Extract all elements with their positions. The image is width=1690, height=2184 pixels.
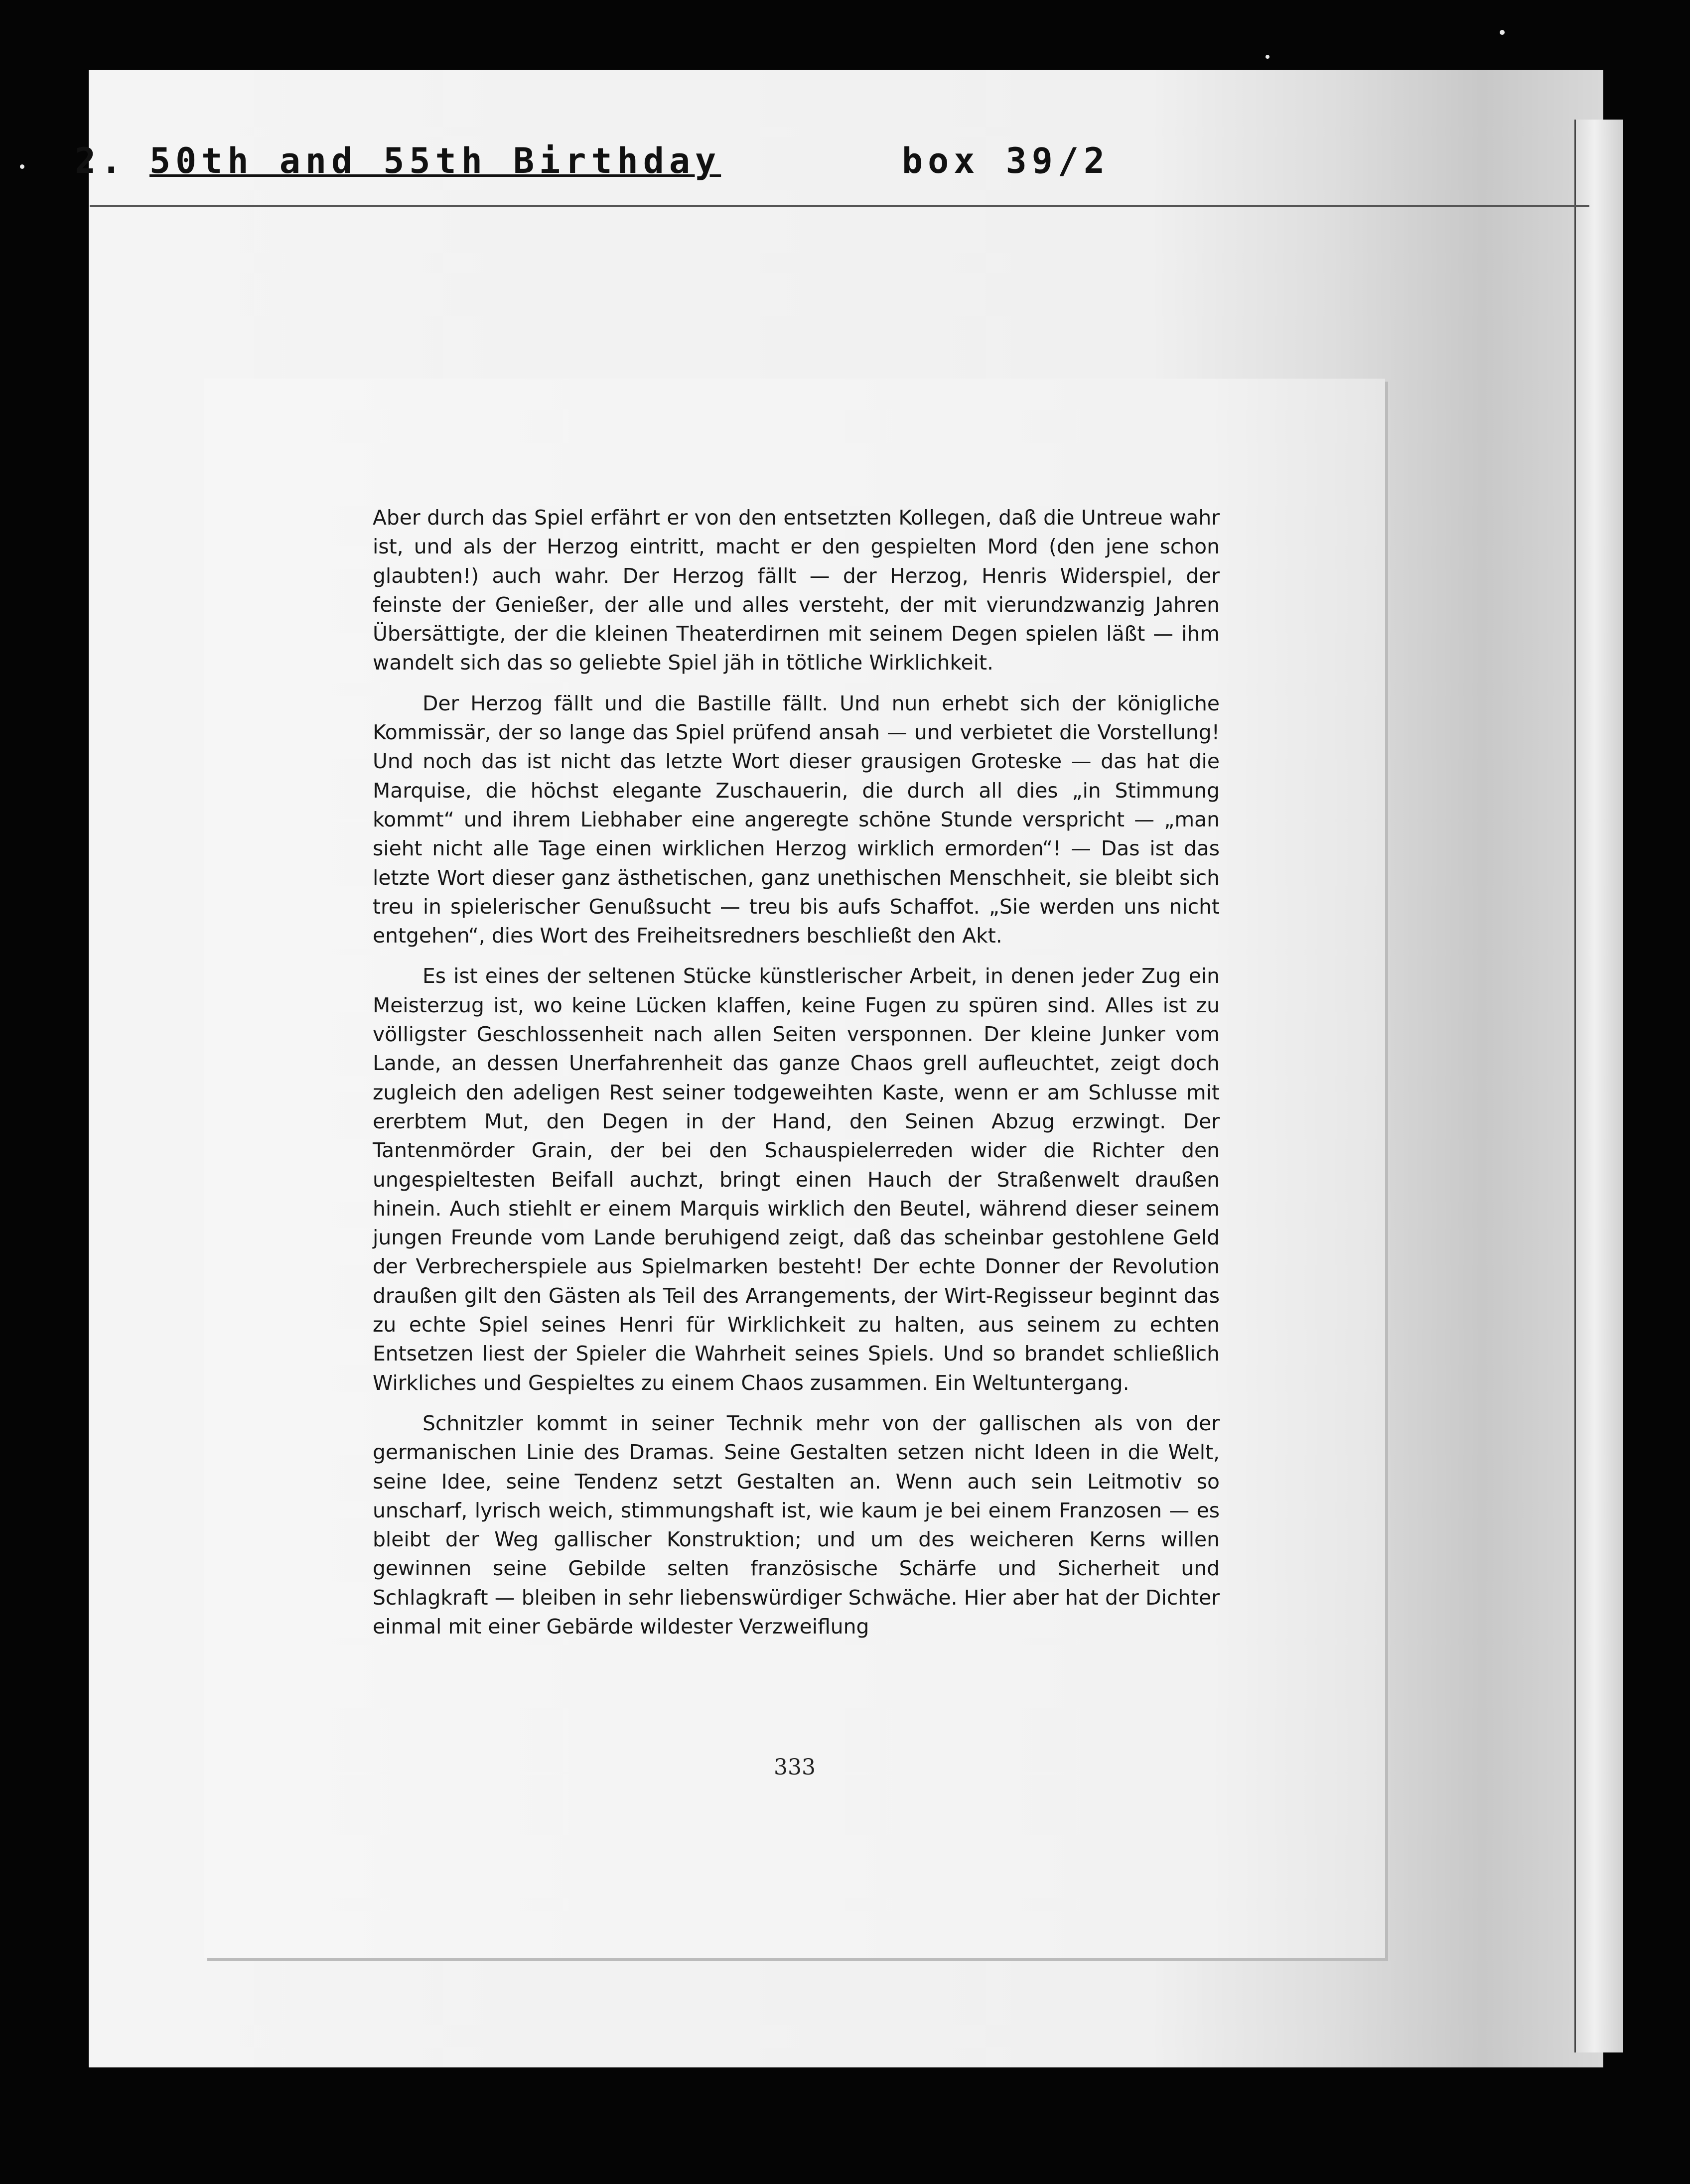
- film-speck: [20, 164, 24, 169]
- header-title: 50th and 55th Birthday: [149, 140, 721, 181]
- folder-header: [75, 140, 1594, 205]
- header-divider: [90, 205, 1589, 207]
- paragraph-2: Der Herzog fällt und die Bastille fällt. Und nun erhebt sich der königliche Kommissär, der so lange das Spiel prüfend ansah — und verbietet die Vorstellung! Und noch das ist nicht das letzte Wort dieser grausigen Groteske — das hat die Marquise, die höchst elegante Zuschauerin, die durch all dies „in Stimmung kommt“ und ihrem Liebhaber eine angeregte schöne Stunde verspricht — „man sieht nicht alle Tage einen wirklichen Herzog wirklich ermorden“! — Das ist das letzte Wort dieser ganz ästhetischen, ganz unethischen Menschheit, sie bleibt sich treu in spielerischer Genußsucht — treu bis aufs Schaffot. „Sie werden uns nicht entgehen“, dies Wort des Freiheitsredners beschließt den Akt.: [373, 691, 1220, 948]
- page-number: 333: [774, 1755, 816, 1780]
- film-speck: [1266, 55, 1269, 59]
- folder-edge: [1574, 120, 1623, 2052]
- paragraph-4: Schnitzler kommt in seiner Technik mehr von der gallischen als von der germanischen Linie des Dramas. Seine Gestalten setzen nicht Ideen in die Welt, seine Idee, seine Tendenz setzt Gestalten an. Wenn auch sein Leitmotiv so unscharf, lyrisch weich, stimmungshaft ist, wie kaum je bei einem Franzosen — es bleibt der Weg gallischer Konstruktion; und um des weicheren Kerns willen gewinnen seine Gebilde selten französische Schärfe und Sicherheit und Schlagkraft — bleiben in sehr liebenswürdiger Schwäche. Hier aber hat der Dichter einmal mit einer Gebärde wildester Verzweiflung: [373, 1411, 1220, 1638]
- paragraph-1: Aber durch das Spiel erfährt er von den entsetzten Kollegen, daß die Untreue wahr ist, und als der Herzog eintritt, macht er den gespielten Mord (den jene schon glaubten!) auch wahr. Der Herzog fällt — der Herzog, Henris Widerspiel, der feinste der Genießer, der alle und alles versteht, der mit vierundzwanzig Jahren Übersättigte, der die kleinen Theaterdirnen mit seinem Degen spielen läßt — ihm wandelt sich das so geliebte Spiel jäh in tötliche Wirklichkeit.: [373, 506, 1220, 675]
- printed-page: [204, 379, 1385, 1958]
- body-text: [373, 503, 1220, 1652]
- film-speck: [1500, 30, 1505, 35]
- header-number: 2.: [75, 140, 127, 181]
- paragraph-3: Es ist eines der seltenen Stücke künstlerischer Arbeit, in denen jeder Zug ein Meisterzug ist, wo keine Lücken klaffen, keine Fugen zu spüren sind. Alles ist zu völligster Geschlossenheit nach allen Seiten versponnen. Der kleine Junker vom Lande, an dessen Unerfahrenheit das ganze Chaos grell aufleuchtet, zeigt doch zugleich den adeligen Rest seiner todgeweihten Kaste, wenn er am Schlusse mit ererbtem Mut, den Degen in der Hand, den Seinen Abzug erzwingt. Der Tantenmörder Grain, der bei den Schauspielerreden wider die Richter den ungespieltesten Beifall auchzt, bringt einen Hauch der Straßenwelt draußen hinein. Auch stiehlt er einem Marquis wirklich den Beutel, während dieser seinem jungen Freunde vom Lande beruhigend zeigt, daß das scheinbar gestohlene Geld der Verbrecherspiele aus Spielmarken besteht! Der echte Donner der Revolution draußen gilt den Gästen als Teil des Arrangements, der Wirt-Regisseur beginnt das zu echte Spiel seines Henri für Wirklichkeit zu halten, aus seinem zu echten Entsetzen liest der Spieler die Wahrheit seines Spiels. Und so brandet schließlich Wirkliches und Gespieltes zu einem Chaos zusammen. Ein Weltuntergang.: [373, 964, 1220, 1395]
- header-box-label: box 39/2: [902, 140, 1110, 181]
